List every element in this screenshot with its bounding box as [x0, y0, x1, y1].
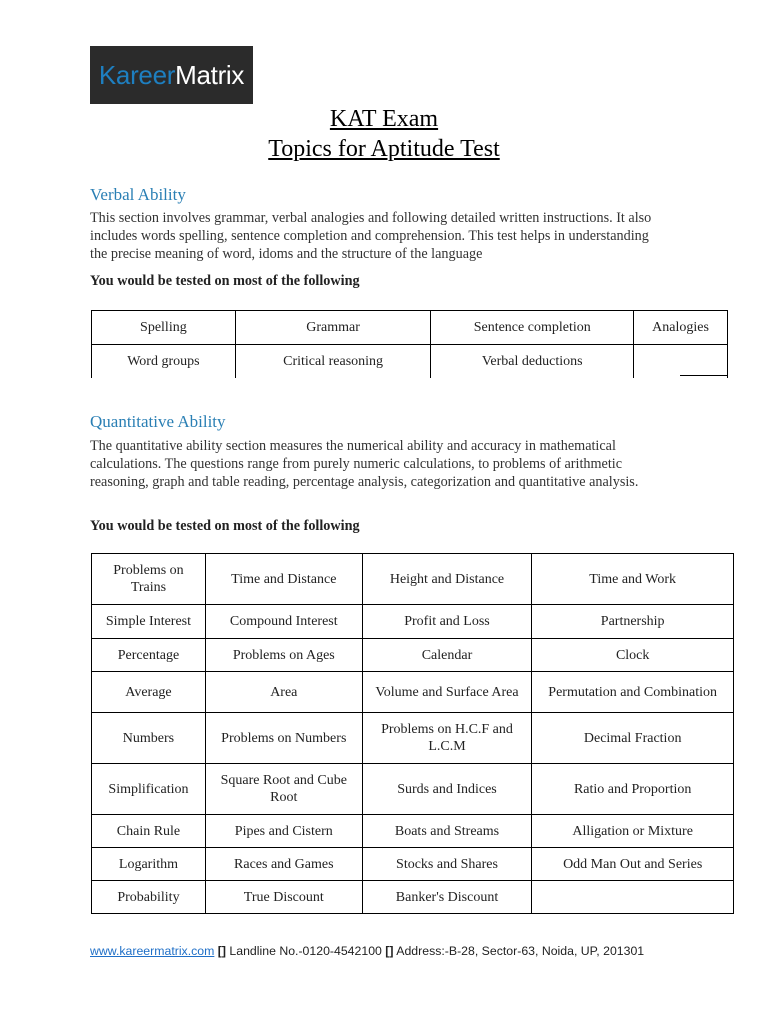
- topic-cell: Probability: [92, 881, 206, 914]
- topic-cell: Profit and Loss: [362, 605, 532, 639]
- topic-cell: Pipes and Cistern: [205, 815, 362, 848]
- topic-cell: Average: [92, 672, 206, 713]
- topic-cell: Alligation or Mixture: [532, 815, 734, 848]
- table-row: [92, 713, 734, 764]
- quant-description-line1: The quantitative ability section measures the numerical ability and accuracy in mathematical: [90, 438, 616, 454]
- topic-cell: Time and Work: [532, 554, 734, 605]
- topic-cell: Compound Interest: [205, 605, 362, 639]
- topic-cell: Area: [205, 672, 362, 713]
- verbal-description-line1: This section involves grammar, verbal analogies and following detailed written instructions. It also: [90, 210, 652, 226]
- page-footer: [90, 944, 644, 958]
- topic-cell: Decimal Fraction: [532, 713, 734, 764]
- address-text: Address:-B-28, Sector-63, Noida, UP, 201301: [396, 944, 645, 958]
- table-row: [92, 554, 734, 605]
- topic-cell: Stocks and Shares: [362, 848, 532, 881]
- table-row: [92, 848, 734, 881]
- topic-cell: Analogies: [634, 311, 728, 345]
- table-row: [92, 311, 728, 345]
- topic-cell: Grammar: [235, 311, 431, 345]
- topic-cell: Spelling: [92, 311, 236, 345]
- topic-cell: Sentence completion: [431, 311, 634, 345]
- table-row: [92, 605, 734, 639]
- footer-separator: []: [217, 944, 226, 958]
- table-border-fragment: [680, 375, 728, 376]
- quant-tested-label: You would be tested on most of the following: [90, 518, 360, 534]
- quant-description-line2: calculations. The questions range from purely numeric calculations, to problems of arithmetic: [90, 456, 623, 472]
- kareermatrix-logo: [90, 46, 253, 104]
- topic-cell: Boats and Streams: [362, 815, 532, 848]
- topic-cell: Simple Interest: [92, 605, 206, 639]
- verbal-description: [90, 209, 678, 263]
- topic-cell: Percentage: [92, 639, 206, 672]
- topic-cell: [532, 881, 734, 914]
- topic-cell: Races and Games: [205, 848, 362, 881]
- topic-cell: Logarithm: [92, 848, 206, 881]
- topic-cell: Word groups: [92, 345, 236, 379]
- quant-topics-table: [91, 553, 734, 914]
- table-row: [92, 815, 734, 848]
- logo-part-kareer: Kareer: [98, 59, 176, 90]
- table-row: [92, 639, 734, 672]
- topic-cell: Numbers: [92, 713, 206, 764]
- topic-cell: Clock: [532, 639, 734, 672]
- topic-cell: Volume and Surface Area: [362, 672, 532, 713]
- topic-cell: Surds and Indices: [362, 764, 532, 815]
- website-link[interactable]: www.kareermatrix.com: [90, 944, 215, 958]
- topic-cell: [634, 345, 728, 379]
- topic-cell: True Discount: [205, 881, 362, 914]
- topic-cell: Problems on Ages: [205, 639, 362, 672]
- topic-cell: Problems on Trains: [92, 554, 206, 605]
- topic-cell: Critical reasoning: [235, 345, 431, 379]
- verbal-topics-table: [91, 310, 728, 378]
- topic-cell: Permutation and Combination: [532, 672, 734, 713]
- table-row: [92, 672, 734, 713]
- page-title-line2: Topics for Aptitude Test: [268, 136, 500, 162]
- verbal-tested-label: You would be tested on most of the following: [90, 273, 360, 289]
- verbal-description-line3: the precise meaning of word, idoms and the structure of the language: [90, 246, 483, 262]
- quantitative-ability-heading: Quantitative Ability: [90, 412, 226, 431]
- topic-cell: Problems on H.C.F and L.C.M: [362, 713, 532, 764]
- topic-cell: Ratio and Proportion: [532, 764, 734, 815]
- quant-description: [90, 437, 678, 491]
- table-row: [92, 764, 734, 815]
- footer-separator: []: [385, 944, 394, 958]
- topic-cell: Height and Distance: [362, 554, 532, 605]
- topic-cell: Verbal deductions: [431, 345, 634, 379]
- table-row: [92, 881, 734, 914]
- quant-description-line3: reasoning, graph and table reading, percentage analysis, categorization and quantitative analysis.: [90, 474, 639, 490]
- landline-text: Landline No.-0120-4542100: [229, 944, 382, 958]
- logo-part-matrix: Matrix: [175, 59, 245, 90]
- verbal-description-line2: includes words spelling, sentence completion and comprehension. This test helps in understanding: [90, 228, 649, 244]
- page-title-line1: KAT Exam: [329, 106, 439, 132]
- topic-cell: Banker's Discount: [362, 881, 532, 914]
- topic-cell: Square Root and Cube Root: [205, 764, 362, 815]
- table-row: [92, 345, 728, 379]
- topic-cell: Time and Distance: [205, 554, 362, 605]
- topic-cell: Chain Rule: [92, 815, 206, 848]
- topic-cell: Partnership: [532, 605, 734, 639]
- topic-cell: Simplification: [92, 764, 206, 815]
- topic-cell: Calendar: [362, 639, 532, 672]
- topic-cell: Problems on Numbers: [205, 713, 362, 764]
- verbal-ability-heading: Verbal Ability: [90, 185, 186, 204]
- topic-cell: Odd Man Out and Series: [532, 848, 734, 881]
